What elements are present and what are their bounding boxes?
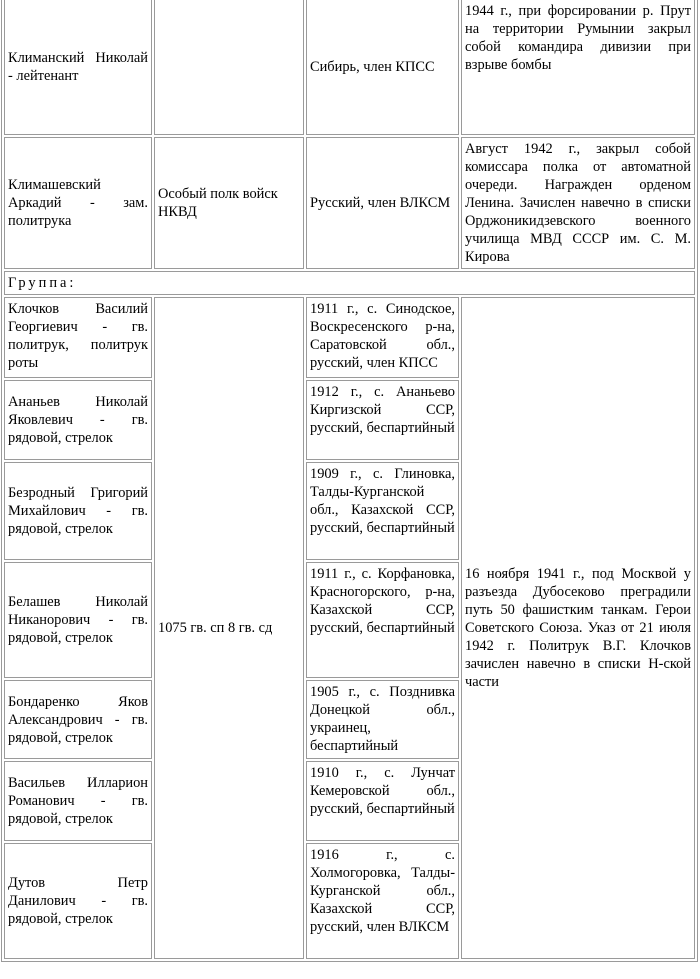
unit-cell [154, 0, 304, 135]
bio-cell: 1911 г., с. Корфановка, Красногорского, р-на, Казахской ССР, русский, беспартийный [306, 562, 459, 678]
name-cell: Климашевский Аркадий - зам. политрука [4, 137, 152, 269]
bio-cell: 1911 г., с. Синодское, Воскресенского р-на, Саратовской обл., русский, член КПСС [306, 297, 459, 378]
bio-cell: 1905 г., с. Позднивка Донецкой обл., украинец, беспартийный [306, 680, 459, 759]
bio-cell: 1916 г., с. Холмогоровка, Талды-Курганской обл., Казахской ССР, русский, член ВЛКСМ [306, 843, 459, 959]
bio-cell: Сибирь, член КПСС [306, 0, 459, 135]
heroes-table [1, 0, 698, 962]
group-feat-cell: 16 ноября 1941 г., под Москвой у разъезда Дубосеково преградили путь 50 фашистким танкам. Герои Советского Союза. Указ от 21 июля 1942 г. Политрук В.Г. Клочков зачислен навечно в списки Н-ской части [461, 297, 695, 959]
feat-cell: Август 1942 г., закрыл собой комиссара полка от автоматной очереди. Награжден орденом Ленина. Зачислен навечно в списки Орджоникидзевского военного училища МВД СССР им. С. М. Кирова [461, 137, 695, 269]
name-cell: Безродный Григорий Михайлович - гв. рядовой, стрелок [4, 462, 152, 560]
group-header-row [4, 271, 695, 295]
bio-cell: 1910 г., с. Лунчат Кемеровской обл., русский, беспартийный [306, 761, 459, 841]
name-cell: Клочков Василий Георгиевич - гв. политрук, политрук роты [4, 297, 152, 378]
name-cell: Васильев Илларион Романович - гв. рядовой, стрелок [4, 761, 152, 841]
bio-cell: 1912 г., с. Ананьево Киргизской ССР, русский, беспартийный [306, 380, 459, 460]
bio-cell: 1909 г., с. Глиновка, Талды-Курганской обл., Казахской ССР, русский, беспартийный [306, 462, 459, 560]
name-cell: Бондаренко Яков Александрович - гв. рядовой, стрелок [4, 680, 152, 759]
name-cell: Климанский Николай - лейтенант [4, 0, 152, 135]
group-unit-cell: 1075 гв. сп 8 гв. сд [154, 297, 304, 959]
name-cell: Белашев Николай Никанорович - гв. рядовой, стрелок [4, 562, 152, 678]
table-row [4, 0, 695, 135]
table-row [4, 297, 695, 378]
name-cell: Ананьев Николай Яковлевич - гв. рядовой, стрелок [4, 380, 152, 460]
bio-cell: Русский, член ВЛКСМ [306, 137, 459, 269]
name-cell: Дутов Петр Данилович - гв. рядовой, стрелок [4, 843, 152, 959]
table-row [4, 137, 695, 269]
group-label: Группа: [4, 271, 695, 295]
unit-cell: Особый полк войск НКВД [154, 137, 304, 269]
feat-cell: 1944 г., при форсировании р. Прут на территории Румынии закрыл собой командира дивизии при взрыве бомбы [461, 0, 695, 135]
